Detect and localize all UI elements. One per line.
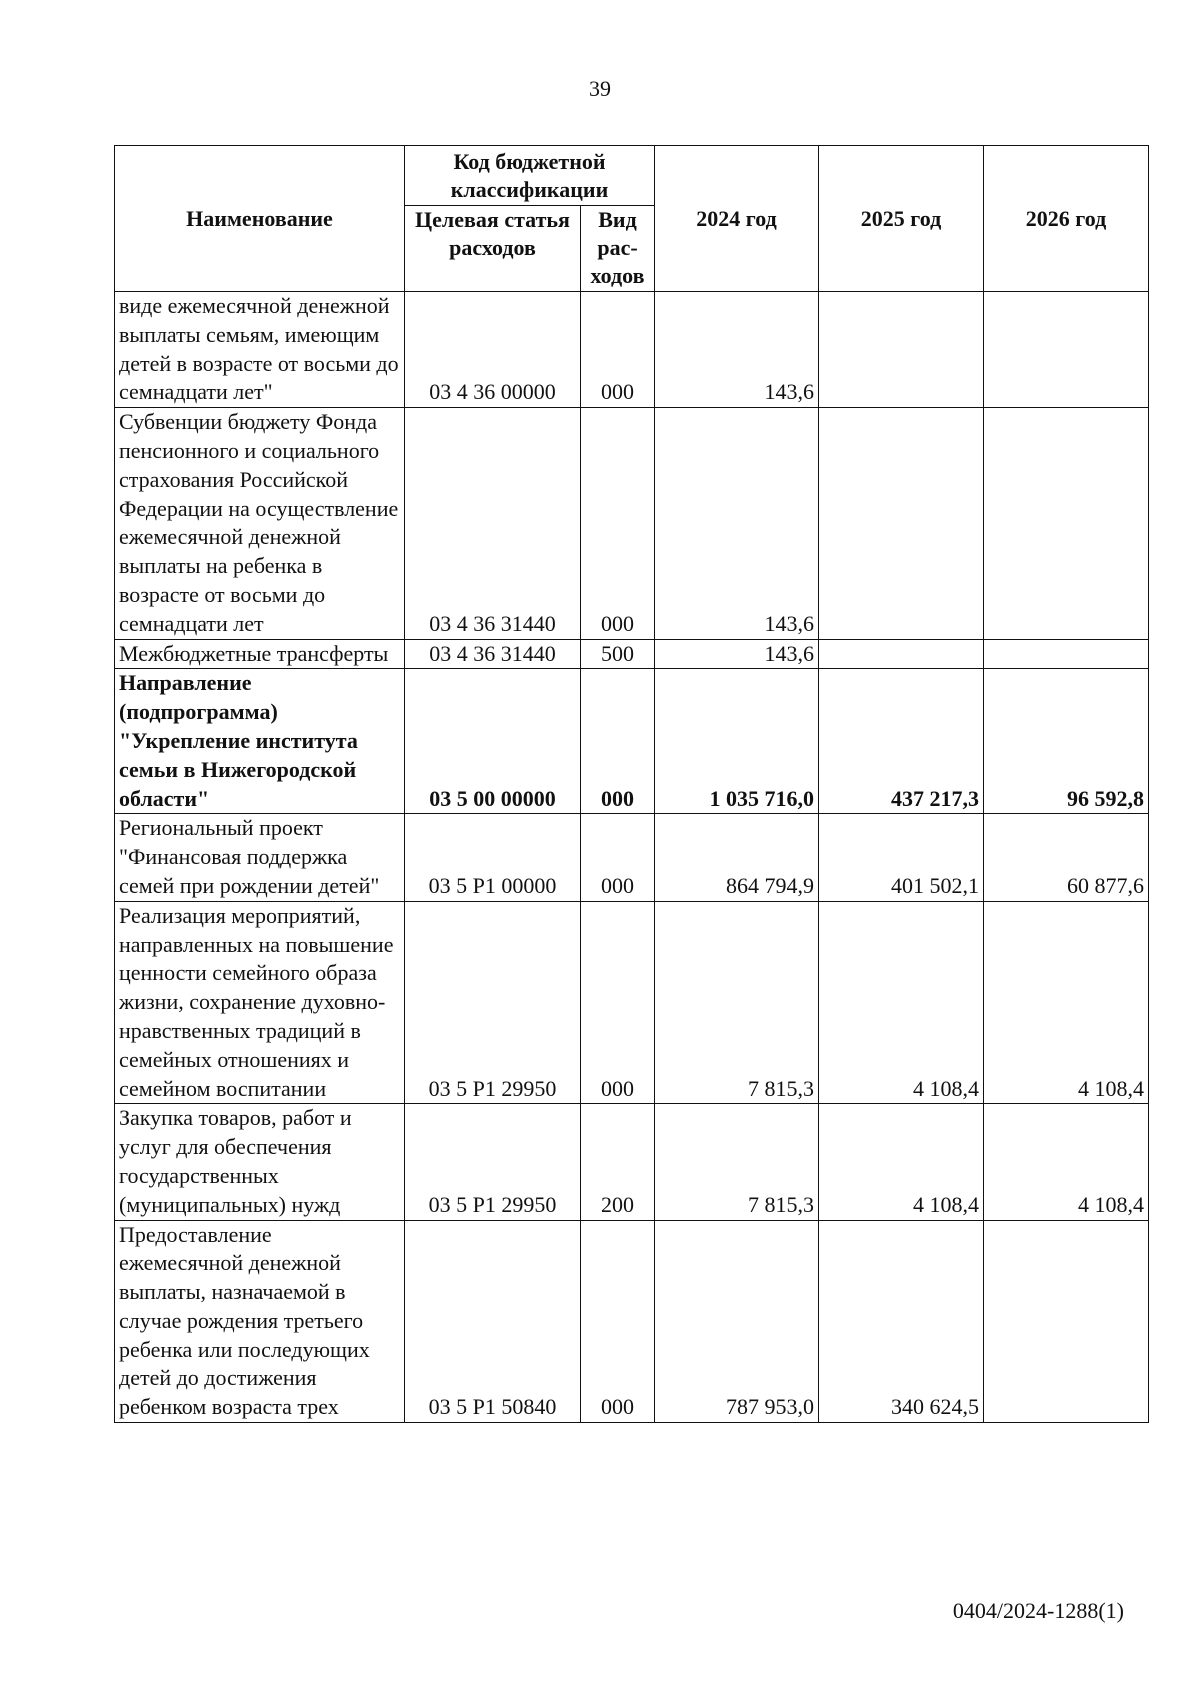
table-row [115,669,1149,814]
header-year-2024: 2024 год [655,146,819,292]
row-name: Направление (подпрограмма) "Укрепление института семьи в Нижегородской области" [115,669,405,814]
row-value-2026: 4 108,4 [984,1104,1149,1220]
row-expense-type: 500 [581,639,655,669]
table-row [115,814,1149,901]
row-name: Региональный проект "Финансовая поддержка семей при рождении детей" [115,814,405,901]
row-expense-type: 000 [581,814,655,901]
row-value-2025: 4 108,4 [819,1104,984,1220]
table-row [115,1220,1149,1423]
row-value-2024: 1 035 716,0 [655,669,819,814]
table-header [115,146,1149,292]
row-expense-type: 200 [581,1104,655,1220]
table-row [115,292,1149,408]
row-expense-type: 000 [581,292,655,408]
document-reference: 0404/2024-1288(1) [952,1598,1124,1623]
header-year-2025: 2025 год [819,146,984,292]
row-name: Реализация мероприятий, направленных на повышение ценности семейного образа жизни, сохранение духовно-нравственных традиций в семейных отношениях и семейном воспитании [115,901,405,1104]
header-code-group: Код бюджетной классификации [405,146,655,206]
row-value-2025: 4 108,4 [819,901,984,1104]
row-target-article: 03 5 00 00000 [405,669,581,814]
row-value-2025: 340 624,5 [819,1220,984,1423]
table-row [115,901,1149,1104]
row-value-2024: 864 794,9 [655,814,819,901]
row-target-article: 03 5 P1 29950 [405,901,581,1104]
row-value-2024: 143,6 [655,639,819,669]
row-value-2026: 60 877,6 [984,814,1149,901]
row-value-2024: 143,6 [655,292,819,408]
row-value-2026 [984,639,1149,669]
page-number: 39 [589,76,611,101]
row-value-2026 [984,1220,1149,1423]
row-name: Предоставление ежемесячной денежной выплаты, назначаемой в случае рождения третьего ребенка или последующих детей до достижения ребенком возраста трех [115,1220,405,1423]
row-target-article: 03 4 36 31440 [405,639,581,669]
row-target-article: 03 4 36 31440 [405,408,581,639]
row-expense-type: 000 [581,1220,655,1423]
budget-table [114,145,1149,1423]
row-value-2026: 96 592,8 [984,669,1149,814]
table-row [115,408,1149,639]
row-value-2026: 4 108,4 [984,901,1149,1104]
row-value-2025: 437 217,3 [819,669,984,814]
row-expense-type: 000 [581,408,655,639]
row-value-2024: 143,6 [655,408,819,639]
row-value-2025: 401 502,1 [819,814,984,901]
row-expense-type: 000 [581,901,655,1104]
row-value-2026 [984,408,1149,639]
table-row [115,1104,1149,1220]
row-value-2024: 7 815,3 [655,1104,819,1220]
row-name: Закупка товаров, работ и услуг для обеспечения государственных (муниципальных) нужд [115,1104,405,1220]
row-name: виде ежемесячной денежной выплаты семьям, имеющим детей в возрасте от восьми до семнадцати лет" [115,292,405,408]
row-value-2024: 787 953,0 [655,1220,819,1423]
row-value-2024: 7 815,3 [655,901,819,1104]
row-target-article: 03 5 P1 50840 [405,1220,581,1423]
table-body [115,292,1149,1423]
header-target-article: Целевая статья расходов [405,206,581,292]
row-target-article: 03 5 P1 29950 [405,1104,581,1220]
row-target-article: 03 4 36 00000 [405,292,581,408]
header-name: Наименование [115,146,405,292]
row-value-2025 [819,639,984,669]
row-value-2025 [819,292,984,408]
header-year-2026: 2026 год [984,146,1149,292]
row-value-2025 [819,408,984,639]
row-expense-type: 000 [581,669,655,814]
row-name: Субвенции бюджету Фонда пенсионного и социального страхования Российской Федерации на осуществление ежемесячной денежной выплаты на ребенка в возрасте от восьми до семнадцати лет [115,408,405,639]
header-expense-type: Вид рас-ходов [581,206,655,292]
row-name: Межбюджетные трансферты [115,639,405,669]
row-target-article: 03 5 P1 00000 [405,814,581,901]
row-value-2026 [984,292,1149,408]
table-row [115,639,1149,669]
